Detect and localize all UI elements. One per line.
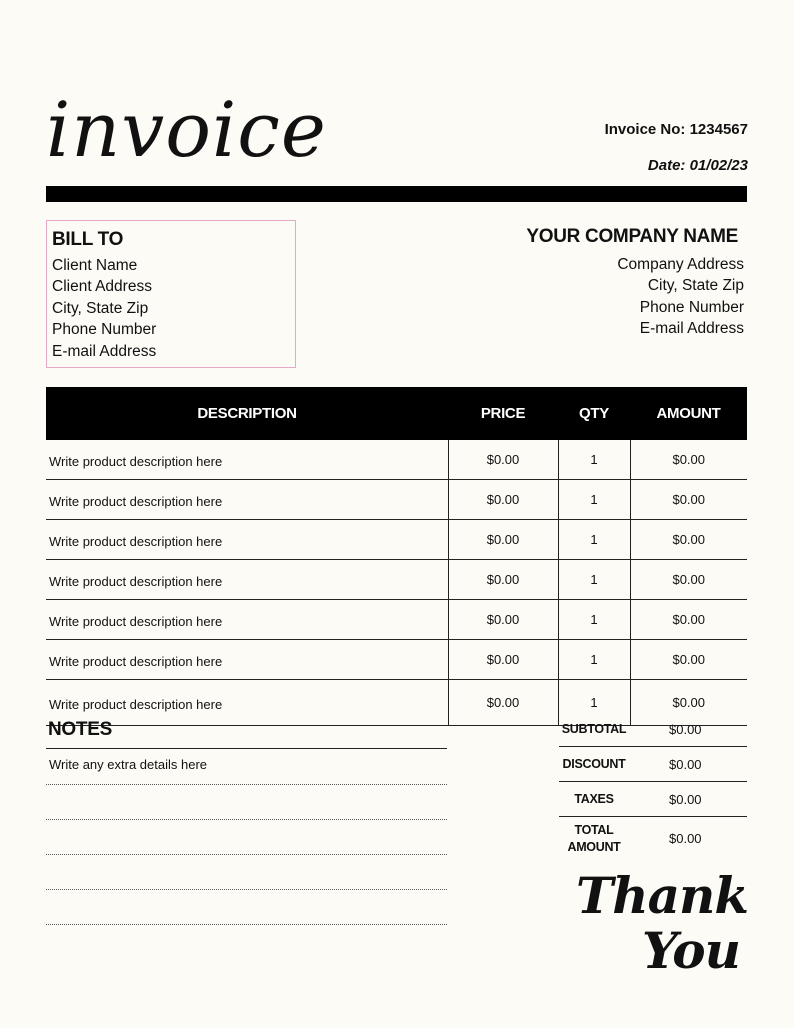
discount-value: $0.00 xyxy=(629,747,747,782)
item-amount: $0.00 xyxy=(630,440,747,480)
you-text: You xyxy=(641,921,740,980)
notes-dotted-line xyxy=(46,784,447,785)
company-name: YOUR COMPANY NAME xyxy=(526,226,738,247)
column-header-qty: QTY xyxy=(558,387,630,440)
notes-dotted-line xyxy=(46,924,447,925)
item-price: $0.00 xyxy=(448,440,558,480)
taxes-row xyxy=(559,782,747,817)
total-value: $0.00 xyxy=(669,830,702,846)
header-divider-bar xyxy=(46,186,747,202)
totals-table xyxy=(559,712,747,859)
item-amount: $0.00 xyxy=(630,480,747,520)
notes-heading: NOTES xyxy=(48,719,112,740)
item-price: $0.00 xyxy=(448,480,558,520)
items-header-row xyxy=(46,387,747,440)
company-email: E-mail Address xyxy=(639,320,744,338)
total-label-line2: AMOUNT xyxy=(567,840,621,854)
item-description: Write product description here xyxy=(46,560,448,600)
subtotal-row xyxy=(559,712,747,747)
item-qty: 1 xyxy=(558,440,630,480)
client-phone: Phone Number xyxy=(52,321,157,339)
item-price: $0.00 xyxy=(448,600,558,640)
notes-text: Write any extra details here xyxy=(49,757,207,772)
item-amount: $0.00 xyxy=(630,640,747,680)
item-price: $0.00 xyxy=(448,560,558,600)
company-address: Company Address xyxy=(617,256,744,273)
client-name: Client Name xyxy=(52,257,138,274)
item-description: Write product description here xyxy=(46,480,448,520)
taxes-label: TAXES xyxy=(559,782,629,817)
item-amount: $0.00 xyxy=(630,600,747,640)
item-qty: 1 xyxy=(558,480,630,520)
total-label xyxy=(559,817,629,860)
item-qty: 1 xyxy=(558,680,630,726)
item-description: Write product description here xyxy=(46,600,448,640)
table-row xyxy=(46,440,747,480)
items-table xyxy=(46,387,747,726)
taxes-value: $0.00 xyxy=(629,782,747,817)
bill-to-heading: BILL TO xyxy=(52,229,124,250)
total-row xyxy=(559,817,747,860)
item-amount: $0.00 xyxy=(630,680,747,726)
thank-text: Thank xyxy=(576,866,748,925)
invoice-title: invoice xyxy=(46,85,327,174)
column-header-price: PRICE xyxy=(448,387,558,440)
item-qty: 1 xyxy=(558,520,630,560)
subtotal-value: $0.00 xyxy=(629,712,747,747)
notes-dotted-line xyxy=(46,854,447,855)
item-qty: 1 xyxy=(558,640,630,680)
table-row xyxy=(46,520,747,560)
thank-you-signature xyxy=(576,868,748,978)
column-header-description: DESCRIPTION xyxy=(46,387,448,440)
table-row xyxy=(46,600,747,640)
notes-dotted-line xyxy=(46,889,447,890)
invoice-date: Date: 01/02/23 xyxy=(647,157,748,174)
bill-to-box xyxy=(46,220,296,368)
item-description: Write product description here xyxy=(46,640,448,680)
company-info xyxy=(526,226,744,340)
total-label-line1: TOTAL xyxy=(574,823,614,837)
column-header-amount: AMOUNT xyxy=(630,387,747,440)
item-qty: 1 xyxy=(558,560,630,600)
item-description: Write product description here xyxy=(46,680,448,726)
table-row xyxy=(46,480,747,520)
table-row xyxy=(46,560,747,600)
client-email: E-mail Address xyxy=(52,342,157,360)
company-phone: Phone Number xyxy=(639,298,744,316)
item-description: Write product description here xyxy=(46,440,448,480)
subtotal-label: SUBTOTAL xyxy=(559,712,629,747)
item-price: $0.00 xyxy=(448,640,558,680)
item-description: Write product description here xyxy=(46,520,448,560)
item-price: $0.00 xyxy=(448,680,558,726)
client-city-state-zip: City, State Zip xyxy=(52,299,149,317)
invoice-number: Invoice No: 1234567 xyxy=(604,121,748,138)
notes-divider xyxy=(46,748,447,749)
item-amount: $0.00 xyxy=(630,520,747,560)
discount-label: DISCOUNT xyxy=(559,747,629,782)
table-row xyxy=(46,640,747,680)
client-address: Client Address xyxy=(52,278,152,296)
item-amount: $0.00 xyxy=(630,560,747,600)
item-qty: 1 xyxy=(558,600,630,640)
item-price: $0.00 xyxy=(448,520,558,560)
notes-dotted-line xyxy=(46,819,447,820)
company-city-state-zip: City, State Zip xyxy=(647,277,744,295)
discount-row xyxy=(559,747,747,782)
